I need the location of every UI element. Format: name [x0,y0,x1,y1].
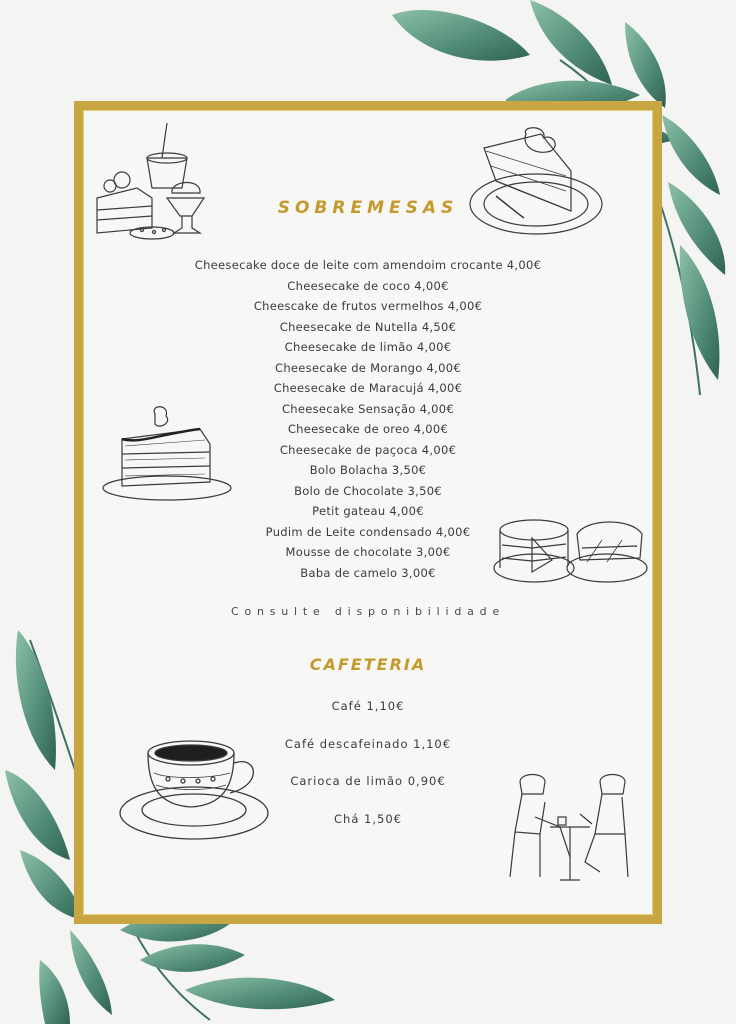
section-title-cafeteria: CAFETERIA [309,655,427,674]
dessert-list [0,255,736,583]
list-item: Petit gateau 4,00€ [312,504,424,518]
list-item: Café descafeinado 1,10€ [284,736,452,751]
list-item: Cheesecake de paçoca 4,00€ [279,442,457,457]
section-title-sobremesas: SOBREMESAS [277,198,459,218]
pie-slice-sketch-icon [466,126,606,244]
list-item: Cheesecake de Nutella 4,50€ [279,319,457,334]
list-item: Cheesecake doce de leite com amendoim crocante 4,00€ [194,258,542,272]
list-item: Cheesecake de Maracujá 4,00€ [273,381,463,395]
list-item: Cheescake de frutos vermelhos 4,00€ [253,299,483,313]
list-item: Cheesecake de oreo 4,00€ [287,422,449,436]
list-item: Pudim de Leite condensado 4,00€ [265,524,471,539]
list-item: Cheesecake Sensação 4,00€ [281,401,455,416]
list-item: Chá 1,50€ [334,811,402,826]
list-item: Cheesecake de Morango 4,00€ [275,360,461,375]
list-item: Cheesecake de limão 4,00€ [284,340,452,354]
list-item: Bolo de Chocolate 3,50€ [294,483,442,498]
list-item: Mousse de chocolate 3,00€ [285,545,451,559]
list-item: Café 1,10€ [331,699,405,713]
list-item: Carioca de limão 0,90€ [290,774,446,788]
list-item: Baba de camelo 3,00€ [300,565,436,580]
availability-note: Consulte disponibilidade [230,605,506,618]
list-item: Bolo Bolacha 3,50€ [309,463,427,477]
desserts-sketch-icon [92,118,212,246]
list-item: Cheesecake de coco 4,00€ [287,278,449,293]
cafeteria-list [0,697,736,847]
